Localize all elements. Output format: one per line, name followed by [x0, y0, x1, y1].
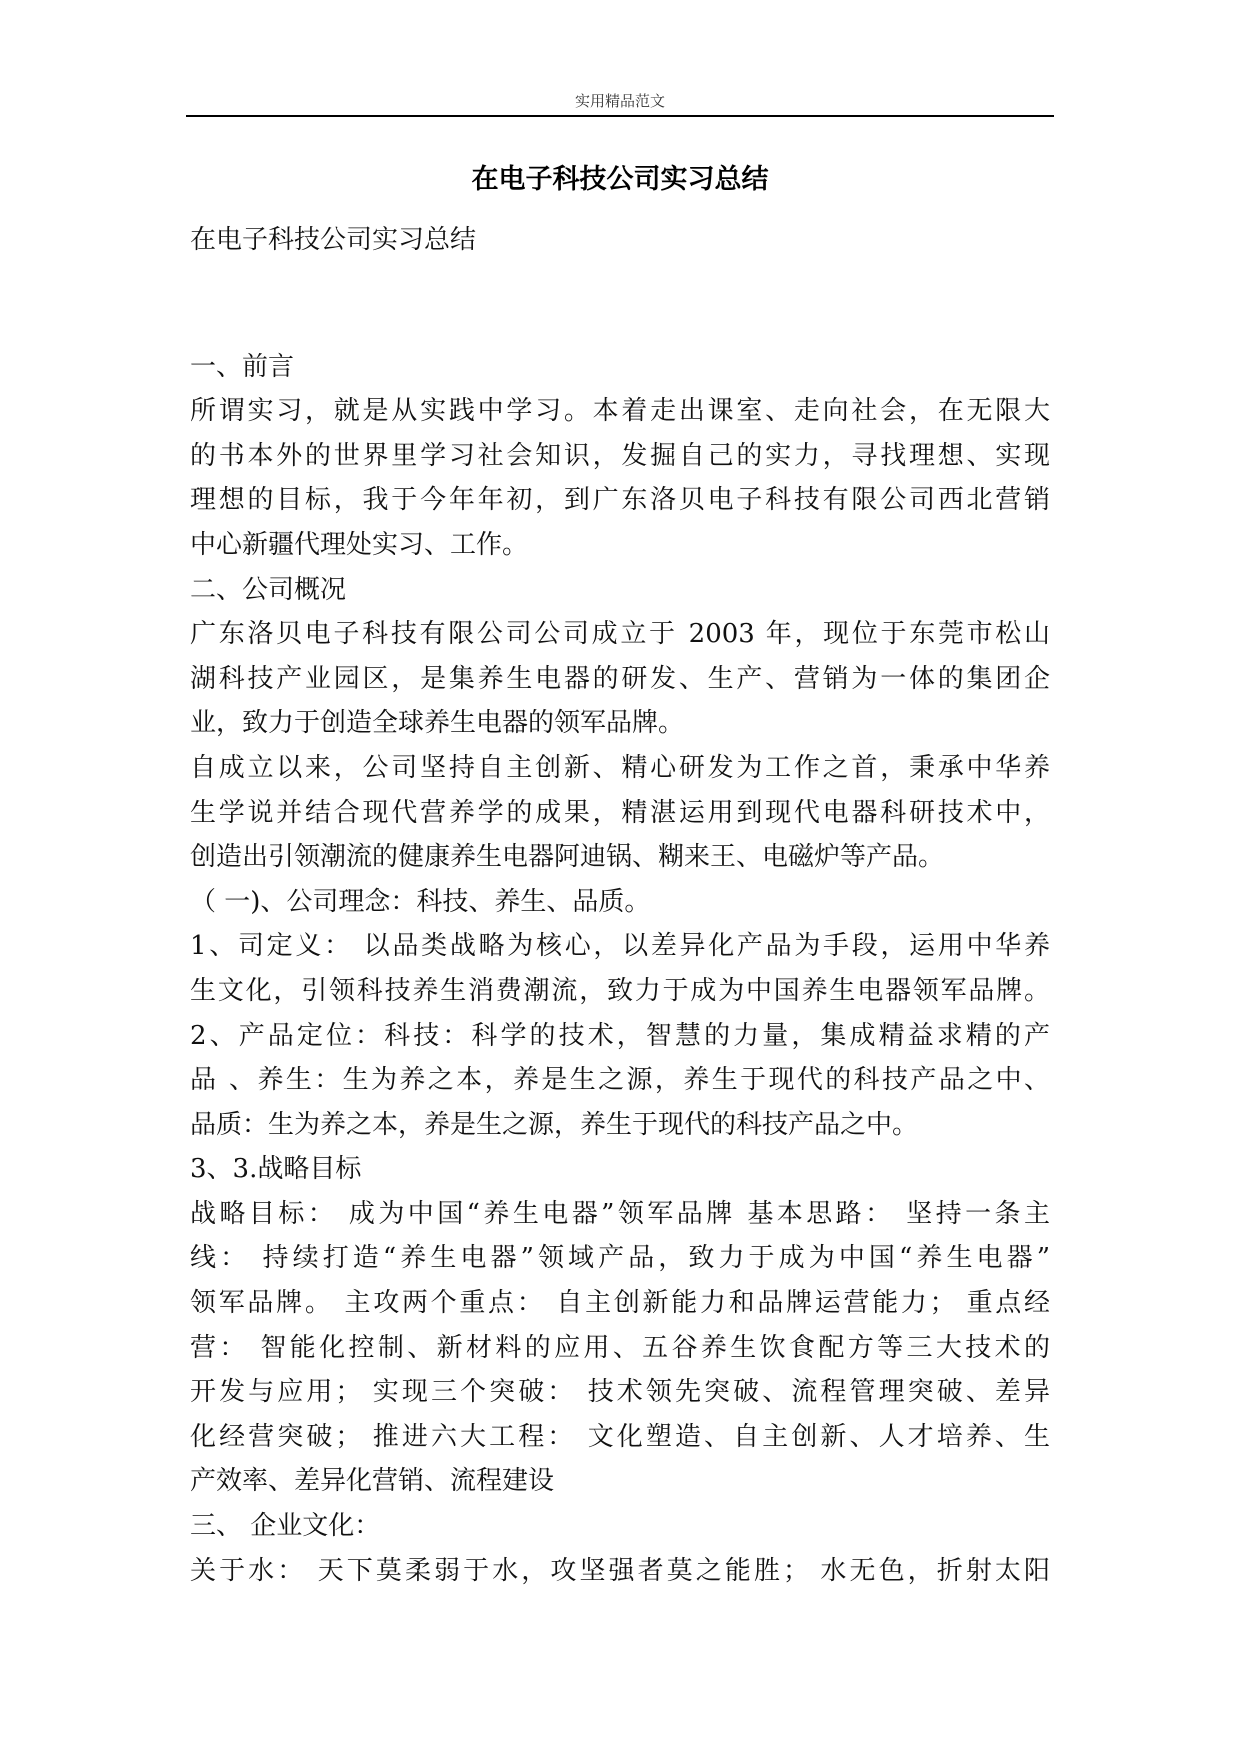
- body-line: 所谓实习，就是从实践中学习。本着走出课室、走向社会，在无限大: [190, 396, 1050, 427]
- body-line: 品质：生为养之本，养是生之源，养生于现代的科技产品之中。: [190, 1109, 919, 1140]
- body-line: 中心新疆代理处实习、工作。: [190, 529, 529, 560]
- body-line: 创造出引领潮流的健康养生电器阿迪锅、糊来王、电磁炉等产品。: [190, 842, 945, 873]
- body-line: 广东洛贝电子科技有限公司公司成立于 2003 年，现位于东莞市松山: [190, 619, 1050, 650]
- body-line: 生文化，引领科技养生消费潮流，致力于成为中国养生电器领军品牌。: [190, 975, 1050, 1006]
- body-line: 品 、养生：生为养之本，养是生之源，养生于现代的科技产品之中、: [190, 1065, 1050, 1096]
- subsection-heading-strategy: 3、3.战略目标: [190, 1154, 362, 1185]
- section-heading-culture: 三、 企业文化：: [190, 1511, 381, 1542]
- body-line: 理想的目标，我于今年年初，到广东洛贝电子科技有限公司西北营销: [190, 485, 1050, 516]
- subsection-heading-philosophy: （ 一)、公司理念：科技、养生、品质。: [190, 886, 651, 917]
- body-line: 领军品牌。 主攻两个重点： 自主创新能力和品牌运营能力； 重点经: [190, 1288, 1050, 1319]
- blank-line: [190, 263, 1050, 345]
- body-line: 自成立以来，公司坚持自主创新、精心研发为工作之首，秉承中华养: [190, 752, 1050, 783]
- body-line: 营： 智能化控制、新材料的应用、五谷养生饮食配方等三大技术的: [190, 1332, 1050, 1363]
- section-heading-company-overview: 二、公司概况: [190, 574, 347, 605]
- body-line: 线： 持续打造“养生电器”领域产品，致力于成为中国“养生电器”: [190, 1243, 1050, 1274]
- page-header: 实用精品范文: [574, 92, 665, 110]
- header-divider: [186, 115, 1054, 117]
- document-body: [190, 218, 1050, 1593]
- body-line: 1、司定义： 以品类战略为核心，以差异化产品为手段，运用中华养: [190, 931, 1050, 962]
- body-line: 化经营突破； 推进六大工程： 文化塑造、自主创新、人才培养、生: [190, 1421, 1050, 1452]
- body-line: 湖科技产业园区，是集养生电器的研发、生产、营销为一体的集团企: [190, 663, 1050, 694]
- body-line: 产效率、差异化营销、流程建设: [190, 1466, 555, 1497]
- body-line: 关于水： 天下莫柔弱于水，攻坚强者莫之能胜； 水无色，折射太阳: [190, 1555, 1050, 1586]
- section-heading-preface: 一、前言: [190, 351, 295, 382]
- body-line: 战略目标： 成为中国“养生电器”领军品牌 基本思路： 坚持一条主: [190, 1198, 1050, 1229]
- body-line: 生学说并结合现代营养学的成果，精湛运用到现代电器科研技术中，: [190, 797, 1050, 828]
- body-line: 的书本外的世界里学习社会知识，发掘自己的实力，寻找理想、实现: [190, 440, 1050, 471]
- body-line: 业，致力于创造全球养生电器的领军品牌。: [190, 708, 685, 739]
- document-title: 在电子科技公司实习总结: [471, 164, 769, 195]
- subtitle-line: 在电子科技公司实习总结: [190, 225, 477, 255]
- body-line: 2、产品定位：科技：科学的技术，智慧的力量，集成精益求精的产: [190, 1020, 1050, 1051]
- body-line: 开发与应用； 实现三个突破： 技术领先突破、流程管理突破、差异: [190, 1377, 1050, 1408]
